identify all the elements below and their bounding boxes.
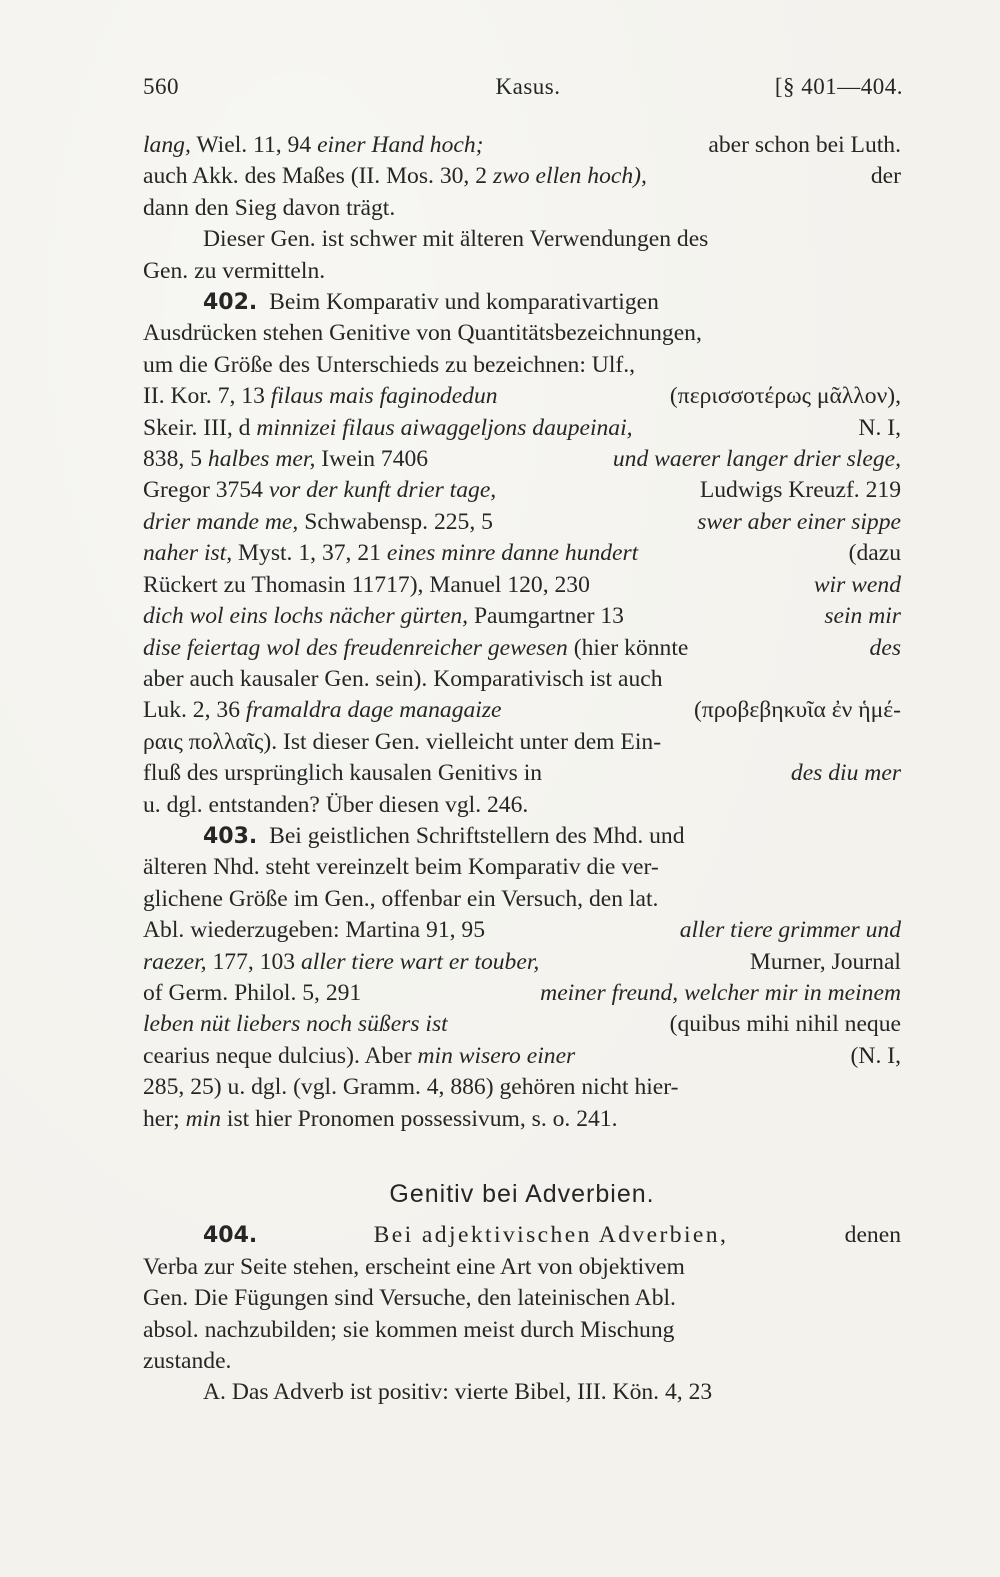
text-line: um die Größe des Unterschieds zu bezeichnen: Ulf.,	[143, 351, 636, 378]
text-line: Gregor 3754 vor der kunft drier tage, Ludwigs Kreuzf. 219	[143, 477, 901, 504]
text-line: Skeir. III, d minnizei filaus aiwaggeljons daupeinai, N. I,	[143, 414, 901, 441]
section-range: [§ 401—404.	[774, 74, 903, 99]
section-number-403: 403.	[203, 823, 258, 849]
text-line: älteren Nhd. steht vereinzelt beim Komparativ die ver-	[143, 854, 659, 881]
paragraph-402-start: 402. Beim Komparativ und komparativartigen	[203, 289, 659, 316]
text-line: fluß des ursprünglich kausalen Genitivs in des diu mer	[143, 760, 901, 787]
page-number: 560	[143, 74, 179, 99]
text-line: zustande.	[143, 1348, 232, 1375]
paragraph-403-start: 403. Bei geistlichen Schriftstellern des Mhd. und	[203, 822, 685, 849]
text-line: glichene Größe im Gen., offenbar ein Versuch, den lat.	[143, 885, 659, 912]
text-line: Gen. zu vermitteln.	[143, 257, 326, 284]
text-line: cearius neque dulcius). Aber min wisero einer (N. I,	[143, 1042, 901, 1069]
section-number-404: 404.	[203, 1223, 258, 1249]
text-line: 285, 25) u. dgl. (vgl. Gramm. 4, 886) gehören nicht hier-	[143, 1074, 679, 1101]
text-line: Luk. 2, 36 framaldra dage managaize (προβεβηκυῖα ἐν ἡμέ-	[143, 697, 901, 724]
text-line: u. dgl. entstanden? Über diesen vgl. 246.	[143, 791, 529, 818]
running-header	[143, 74, 903, 108]
text-line: drier mande me, Schwabensp. 225, 5 swer aber einer sippe	[143, 508, 901, 535]
text-line: leben nüt liebers noch süßers ist (quibus mihi nihil neque	[143, 1011, 901, 1038]
text-line: II. Kor. 7, 13 filaus mais faginodedun (περισσοτέρως μᾶλλον),	[143, 383, 901, 410]
section-number-402: 402.	[203, 290, 258, 316]
text-line: dann den Sieg davon trägt.	[143, 194, 396, 221]
text-line: of Germ. Philol. 5, 291 meiner freund, welcher mir in meinem	[143, 979, 901, 1006]
text-line: auch Akk. des Maßes (II. Mos. 30, 2 zwo ellen hoch), der	[143, 163, 901, 190]
text-line: absol. nachzubilden; sie kommen meist durch Mischung	[143, 1316, 675, 1343]
paragraph-404-start: 404. Bei adjektivischen Adverbien, denen	[143, 1220, 901, 1251]
text-line: lang, Wiel. 11, 94 einer Hand hoch; aber schon bei Luth.	[143, 132, 901, 158]
text-line: Verba zur Seite stehen, erscheint eine Art von objektivem	[143, 1253, 685, 1280]
text-line: Ausdrücken stehen Genitive von Quantitätsbezeichnungen,	[143, 320, 702, 347]
text-line: Dieser Gen. ist schwer mit älteren Verwendungen des	[203, 226, 709, 253]
text-line: Gen. Die Fügungen sind Versuche, den lateinischen Abl.	[143, 1285, 676, 1312]
text-line: aber auch kausaler Gen. sein). Komparativisch ist auch	[143, 665, 663, 692]
text-line: A. Das Adverb ist positiv: vierte Bibel, III. Kön. 4, 23	[203, 1379, 713, 1406]
text-line: 838, 5 halbes mer, Iwein 7406 und waerer langer drier slege,	[143, 446, 901, 473]
text-line: Abl. wiederzugeben: Martina 91, 95 aller tiere grimmer und	[143, 917, 901, 944]
page-body	[143, 130, 901, 1409]
section-heading: Genitiv bei Adverbien.	[389, 1180, 655, 1208]
text-line: dich wol eins lochs nächer gürten, Paumgartner 13 sein mir	[143, 603, 901, 630]
text-line: naher ist, Myst. 1, 37, 21 eines minre danne hundert (dazu	[143, 540, 901, 567]
text-line: her; min ist hier Pronomen possessivum, s. o. 241.	[143, 1105, 618, 1132]
text-line: dise feiertag wol des freudenreicher gewesen (hier könnte des	[143, 634, 901, 661]
text-line: raezer, 177, 103 aller tiere wart er touber, Murner, Journal	[143, 948, 901, 975]
running-title: Kasus.	[495, 74, 561, 99]
text-line: ραις πολλαῖς). Ist dieser Gen. vielleicht unter dem Ein-	[143, 728, 662, 755]
text-line: Rückert zu Thomasin 11717), Manuel 120, 230 wir wend	[143, 571, 901, 598]
